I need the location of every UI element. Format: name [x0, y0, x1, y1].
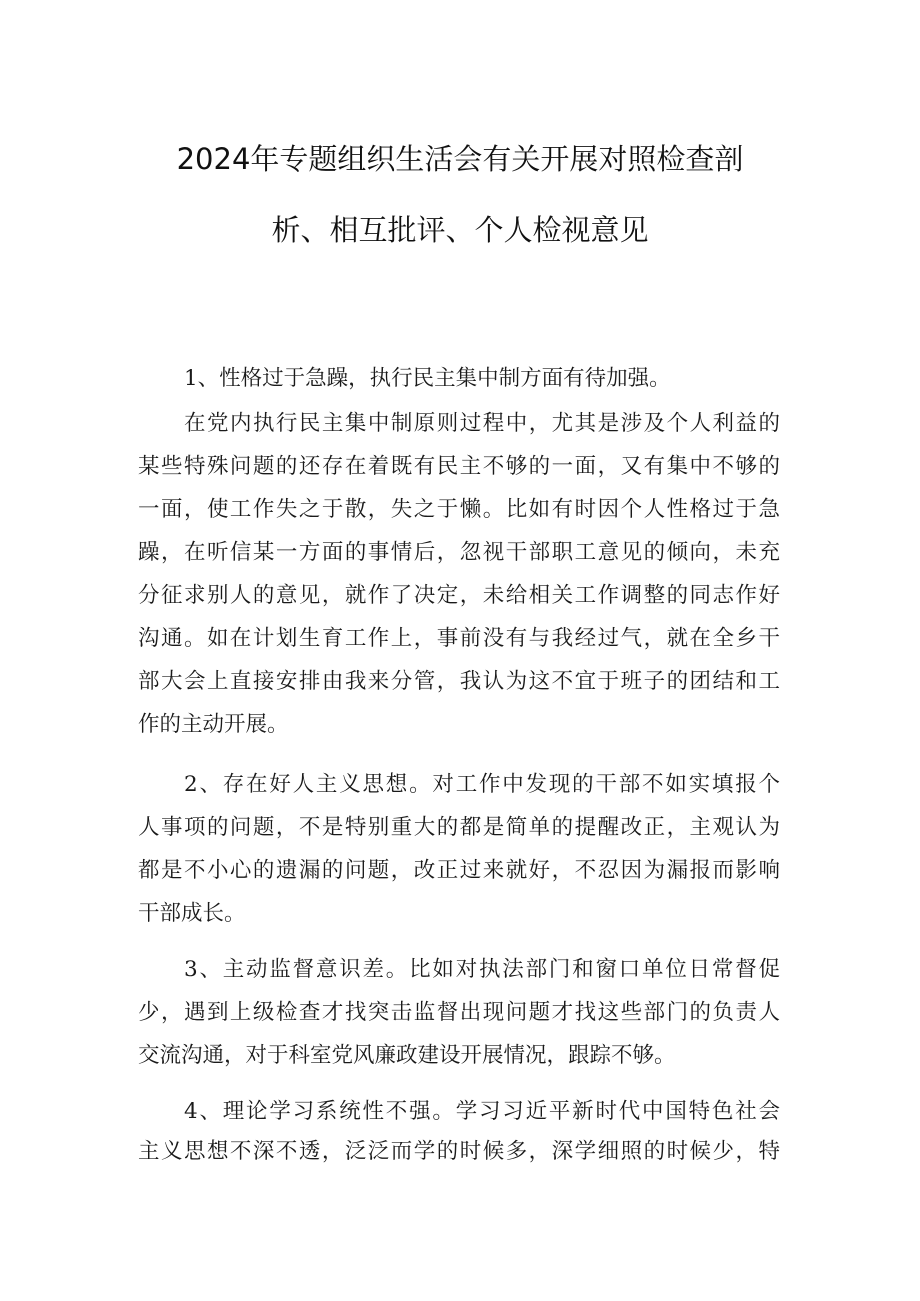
document-title-line-2: 析、相互批评、个人检视意见	[271, 213, 649, 247]
item-1-paragraph-line: 分征求别人的意见，就作了决定，未给相关工作调整的同志作好	[138, 583, 780, 608]
item-1-paragraph-line: 部大会上直接安排由我来分管，我认为这不宜于班子的团结和工	[138, 669, 780, 694]
item-1-paragraph-line: 沟通。如在计划生育工作上，事前没有与我经过气，就在全乡干	[138, 626, 780, 651]
item-3-paragraph-line: 少，遇到上级检查才找突击监督出现问题才找这些部门的负责人	[138, 1000, 780, 1025]
document-title-line-1: 2024年专题组织生活会有关开展对照检查剖	[176, 142, 744, 176]
item-4-paragraph-line: 4、理论学习系统性不强。学习习近平新时代中国特色社会	[184, 1099, 780, 1124]
item-1-paragraph-line: 在党内执行民主集中制原则过程中，尤其是涉及个人利益的	[184, 411, 780, 436]
item-2-paragraph-line: 干部成长。	[138, 901, 246, 926]
item-1-paragraph-line: 躁，在听信某一方面的事情后，忽视干部职工意见的倾向，未充	[138, 540, 780, 565]
item-3-paragraph-line: 3、主动监督意识差。比如对执法部门和窗口单位日常督促	[184, 957, 780, 982]
item-2-paragraph-line: 人事项的问题，不是特别重大的都是简单的提醒改正，主观认为	[138, 815, 780, 840]
item-3-paragraph-line: 交流沟通，对于科室党风廉政建设开展情况，跟踪不够。	[138, 1043, 676, 1068]
item-2-paragraph-line: 2、存在好人主义思想。对工作中发现的干部不如实填报个	[184, 772, 780, 797]
item-4-paragraph-line: 主义思想不深不透，泛泛而学的时候多，深学细照的时候少，特	[138, 1139, 780, 1164]
item-1-paragraph-line: 一面，使工作失之于散，失之于懒。比如有时因个人性格过于急	[138, 497, 780, 522]
item-1-paragraph-line: 作的主动开展。	[138, 712, 289, 737]
item-1-paragraph-line: 某些特殊问题的还存在着既有民主不够的一面，又有集中不够的	[138, 454, 780, 479]
item-1-heading: 1、性格过于急躁，执行民主集中制方面有待加强。	[184, 366, 671, 391]
item-2-paragraph-line: 都是不小心的遗漏的问题，改正过来就好，不忍因为漏报而影响	[138, 858, 780, 883]
